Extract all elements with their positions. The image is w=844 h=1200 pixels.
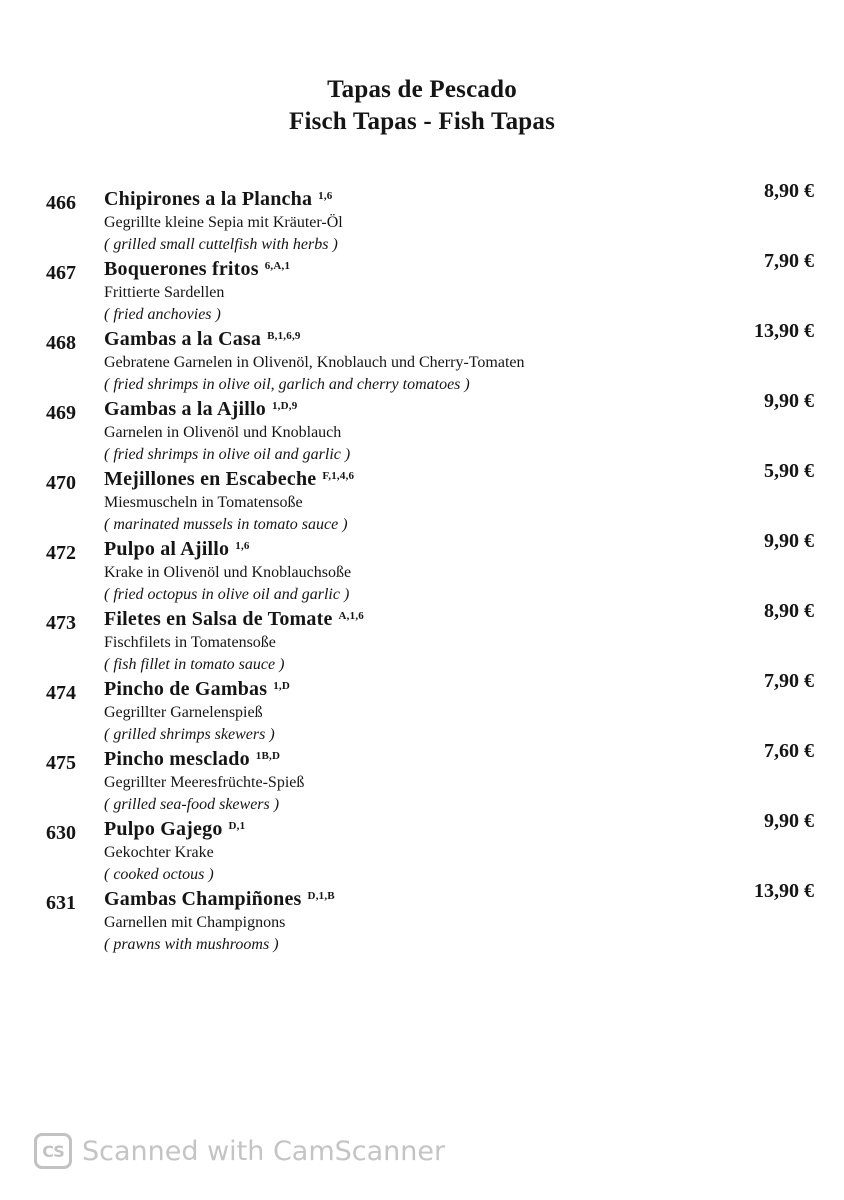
item-name: Boquerones fritos — [104, 258, 259, 280]
item-price: 8,90 € — [764, 180, 814, 202]
item-allergens: 1,6 — [318, 190, 333, 202]
item-name-line — [104, 676, 290, 702]
item-name: Gambas Champiñones — [104, 888, 302, 910]
item-price: 7,90 € — [764, 250, 814, 272]
menu-item — [0, 880, 844, 956]
item-allergens: 6,A,1 — [264, 260, 291, 272]
item-name: Pincho mesclado — [104, 748, 250, 770]
item-name-line — [104, 326, 525, 352]
item-name: Mejillones en Escabeche — [104, 468, 317, 490]
menu-item — [0, 810, 844, 886]
item-name-line — [104, 186, 343, 212]
camscanner-logo-icon: CS — [34, 1133, 72, 1169]
item-number: 472 — [46, 542, 76, 564]
item-allergens: F,1,4,6 — [322, 470, 355, 482]
item-allergens: 1,D — [273, 680, 291, 692]
item-description-en: ( fish fillet in tomato sauce ) — [104, 656, 285, 673]
menu-item — [0, 670, 844, 746]
menu-header — [0, 74, 844, 138]
item-name-line — [104, 746, 304, 772]
item-name-line — [104, 396, 350, 422]
item-name: Pincho de Gambas — [104, 678, 268, 700]
item-description-en: ( fried anchovies ) — [104, 306, 221, 323]
item-name-line — [104, 886, 335, 912]
menu-item — [0, 320, 844, 396]
item-price: 9,90 € — [764, 390, 814, 412]
item-number: 473 — [46, 612, 76, 634]
item-number: 470 — [46, 472, 76, 494]
menu-item — [0, 250, 844, 326]
item-description-en: ( fried shrimps in olive oil, garlich and cherry tomatoes ) — [104, 376, 470, 393]
item-name: Chipirones a la Plancha — [104, 188, 313, 210]
item-description-de: Gebratene Garnelen in Olivenöl, Knoblauch und Cherry-Tomaten — [104, 354, 525, 371]
item-description-de: Krake in Olivenöl und Knoblauchsoße — [104, 564, 352, 581]
item-description-de: Miesmuscheln in Tomatensoße — [104, 494, 303, 511]
menu-item — [0, 460, 844, 536]
item-description-en: ( fried shrimps in olive oil and garlic ) — [104, 446, 351, 463]
item-number: 475 — [46, 752, 76, 774]
item-description-en: ( grilled small cuttelfish with herbs ) — [104, 236, 338, 253]
item-description-en: ( grilled sea-food skewers ) — [104, 796, 280, 813]
item-name: Filetes en Salsa de Tomate — [104, 608, 333, 630]
item-name-line — [104, 256, 290, 282]
page-title-es: Tapas de Pescado — [327, 76, 517, 103]
item-allergens: B,1,6,9 — [267, 330, 301, 342]
item-description-de: Garnelen in Olivenöl und Knoblauch — [104, 424, 342, 441]
item-allergens: D,1 — [228, 820, 246, 832]
item-description-de: Gegrillte kleine Sepia mit Kräuter-Öl — [104, 214, 343, 231]
item-allergens: 1,6 — [235, 540, 250, 552]
menu-list — [0, 180, 844, 956]
item-price: 13,90 € — [754, 320, 814, 342]
item-name: Gambas a la Casa — [104, 328, 262, 350]
item-number: 467 — [46, 262, 76, 284]
item-number: 468 — [46, 332, 76, 354]
item-price: 9,90 € — [764, 810, 814, 832]
item-description-en: ( cooked octous ) — [104, 866, 214, 883]
item-description-de: Gekochter Krake — [104, 844, 214, 861]
item-name-line — [104, 466, 354, 492]
item-name: Pulpo al Ajillo — [104, 538, 230, 560]
item-number: 474 — [46, 682, 76, 704]
item-description-de: Fischfilets in Tomatensoße — [104, 634, 276, 651]
menu-item — [0, 390, 844, 466]
camscanner-watermark — [34, 1133, 445, 1169]
item-number: 631 — [46, 892, 76, 914]
item-description-en: ( grilled shrimps skewers ) — [104, 726, 275, 743]
item-allergens: 1B,D — [255, 750, 281, 762]
item-description-en: ( prawns with mushrooms ) — [104, 936, 279, 953]
item-description-de: Gegrillter Meeresfrüchte-Spieß — [104, 774, 305, 791]
menu-item — [0, 180, 844, 256]
menu-item — [0, 600, 844, 676]
item-price: 7,60 € — [764, 740, 814, 762]
item-description-en: ( marinated mussels in tomato sauce ) — [104, 516, 348, 533]
item-name-line — [104, 816, 245, 842]
item-name-line — [104, 536, 351, 562]
item-description-de: Gegrillter Garnelenspieß — [104, 704, 263, 721]
item-description-de: Garnellen mit Champignons — [104, 914, 286, 931]
item-price: 8,90 € — [764, 600, 814, 622]
item-name: Gambas a la Ajillo — [104, 398, 266, 420]
item-allergens: D,1,B — [307, 890, 335, 902]
item-price: 9,90 € — [764, 530, 814, 552]
item-name: Pulpo Gajego — [104, 818, 223, 840]
item-description-en: ( fried octopus in olive oil and garlic ) — [104, 586, 350, 603]
page-title-de-en: Fisch Tapas - Fish Tapas — [288, 108, 556, 135]
menu-item — [0, 530, 844, 606]
item-price: 5,90 € — [764, 460, 814, 482]
item-number: 630 — [46, 822, 76, 844]
item-number: 469 — [46, 402, 76, 424]
item-price: 13,90 € — [754, 880, 814, 902]
item-description-de: Frittierte Sardellen — [104, 284, 225, 301]
item-name-line — [104, 606, 364, 632]
item-allergens: 1,D,9 — [271, 400, 298, 412]
watermark-text: Scanned with CamScanner — [82, 1135, 446, 1167]
item-number: 466 — [46, 192, 76, 214]
menu-item — [0, 740, 844, 816]
item-allergens: A,1,6 — [338, 610, 364, 622]
item-price: 7,90 € — [764, 670, 814, 692]
